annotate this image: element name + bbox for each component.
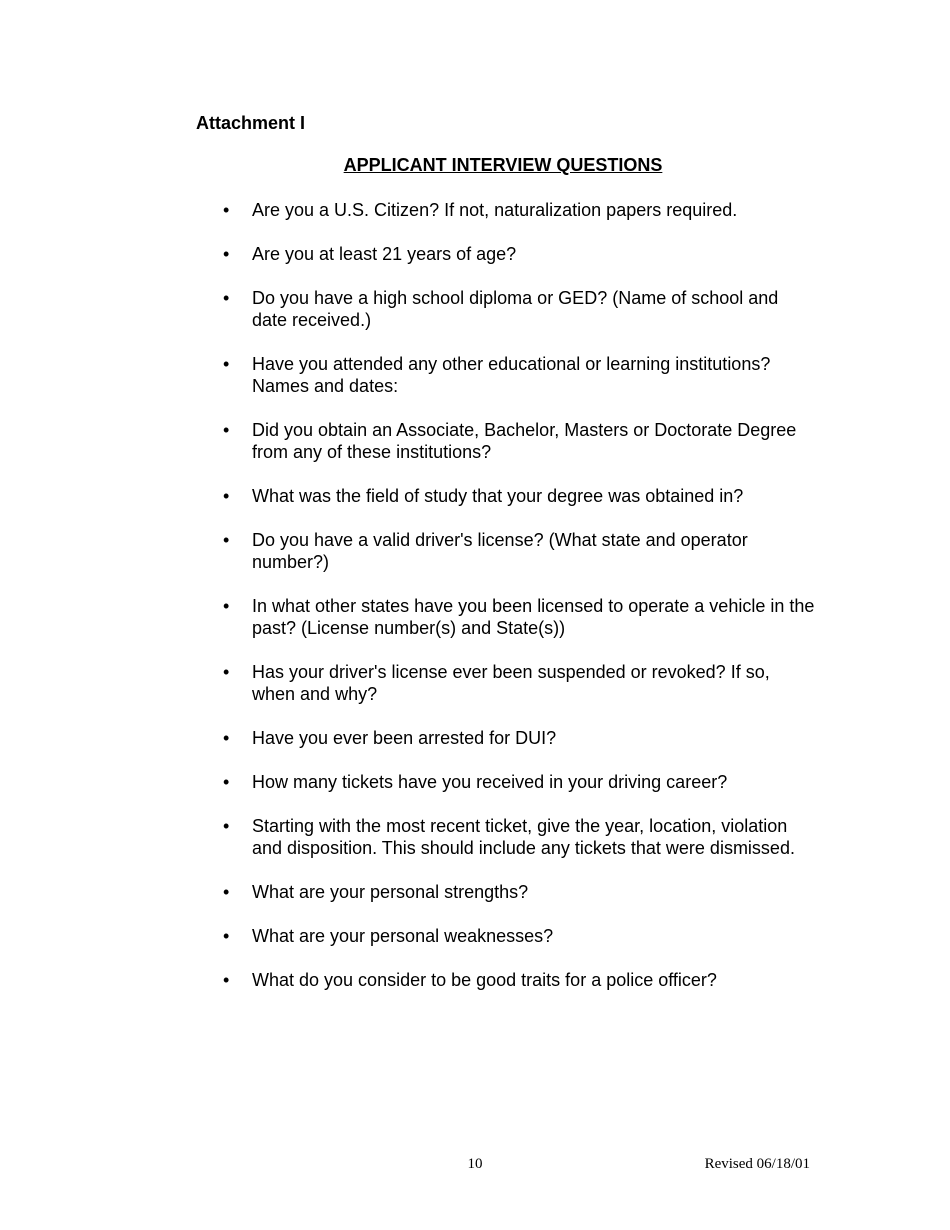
bullet-icon: • [223,420,230,440]
bullet-icon: • [223,596,230,616]
question-text: Have you ever been arrested for DUI? [252,728,557,748]
bullet-icon: • [223,970,230,990]
list-item [220,529,815,573]
question-text: What do you consider to be good traits for a police officer? [252,970,717,990]
question-text: What are your personal strengths? [252,882,529,902]
list-item [220,243,815,265]
question-list [220,199,815,1013]
question-text: Starting with the most recent ticket, give the year, location, violation and disposition. This should include any tickets that were dismissed. [252,816,795,858]
list-item [220,287,815,331]
question-text: Have you attended any other educational or learning institutions? Names and dates: [252,354,771,396]
bullet-icon: • [223,530,230,550]
question-text: Do you have a high school diploma or GED? (Name of school and date received.) [252,288,779,330]
bullet-icon: • [223,926,230,946]
attachment-label: Attachment I [196,113,306,133]
list-item [220,815,815,859]
question-text: How many tickets have you received in your driving career? [252,772,728,792]
bullet-icon: • [223,882,230,902]
page-title: APPLICANT INTERVIEW QUESTIONS [343,155,663,175]
list-item [220,881,815,903]
question-text: Did you obtain an Associate, Bachelor, Masters or Doctorate Degree from any of these institutions? [252,420,797,462]
question-text: What was the field of study that your degree was obtained in? [252,486,744,506]
question-text: Are you at least 21 years of age? [252,244,517,264]
bullet-icon: • [223,728,230,748]
bullet-icon: • [223,354,230,374]
bullet-icon: • [223,816,230,836]
bullet-icon: • [223,288,230,308]
bullet-icon: • [223,200,230,220]
question-text: Are you a U.S. Citizen? If not, naturalization papers required. [252,200,738,220]
list-item [220,771,815,793]
list-item [220,353,815,397]
list-item [220,727,815,749]
list-item [220,925,815,947]
bullet-icon: • [223,662,230,682]
list-item [220,199,815,221]
question-text: Has your driver's license ever been suspended or revoked? If so, when and why? [252,662,770,704]
bullet-icon: • [223,486,230,506]
list-item [220,661,815,705]
question-text: What are your personal weaknesses? [252,926,554,946]
bullet-icon: • [223,244,230,264]
list-item [220,485,815,507]
question-text: Do you have a valid driver's license? (What state and operator number?) [252,530,748,572]
page-number: 10 [467,1156,483,1172]
revision-date: Revised 06/18/01 [704,1156,810,1172]
question-text: In what other states have you been licensed to operate a vehicle in the past? (License number(s) and State(s)) [252,596,815,638]
list-item [220,419,815,463]
bullet-icon: • [223,772,230,792]
list-item [220,595,815,639]
list-item [220,969,815,991]
